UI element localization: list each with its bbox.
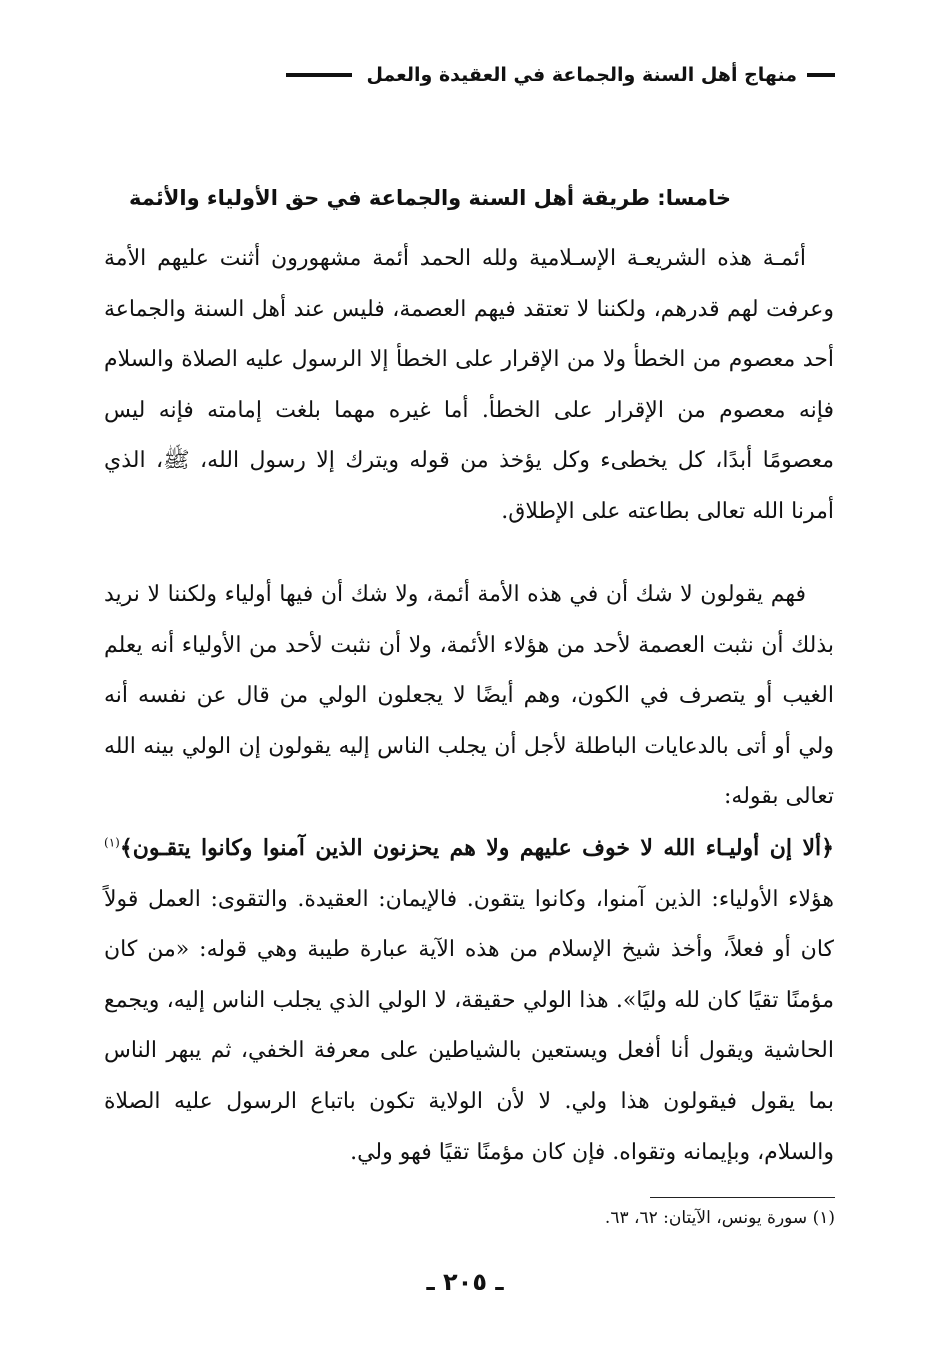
paragraph-2-body xyxy=(104,823,834,1178)
paragraph-2-rest: هؤلاء الأولياء: الذين آمنوا، وكانوا يتقون. فالإيمان: العقيدة. والتقوى: العمل قولاً كان أو فعلاً، وأخذ شيخ الإسلام من هذه الآية عبارة طيبة وهي قوله: «من كان مؤمنًا تقيًا كان لله وليًا». هذا الولي حقيقة، لا الولي الذي يجلب الناس إليه، ويجمع الحاشية ويقول أنا أفعل ويستعين بالشياطين على معرفة الخفي، ثم يبهر الناس بما يقول فيقولون هذا ولي. لا لأن الولاية تكون باتباع الرسول عليه الصلاة والسلام، وبإيمانه وتقواه. فإن كان مؤمنًا تقيًا فهو ولي. xyxy=(104,886,834,1165)
paragraph-2 xyxy=(104,570,834,1178)
paragraph-2-intro: فهم يقولون لا شك أن في هذه الأمة أئمة، ولا شك أن فيها أولياء ولكننا لا نريد بذلك أن نثبت العصمة لأحد من هؤلاء الأئمة، ولا أن نثبت لأحد من الأولياء أنه يعلم الغيب أو يتصرف في الكون، وهم أيضًا لا يجعلون الولي من قال عن نفسه أنه ولي أو أتى بالدعايات الباطلة لأجل أن يجلب الناس إليه يقولون إن الولي بينه الله تعالى بقوله: xyxy=(104,582,834,810)
header-title: منهاج أهل السنة والجماعة في العقيدة والعمل xyxy=(366,64,797,86)
running-header xyxy=(100,58,835,92)
section-heading: خامسا: طريقة أهل السنة والجماعة في حق الأولياء والأئمة xyxy=(129,186,731,210)
header-rule-right xyxy=(807,73,835,77)
paragraph-1 xyxy=(104,234,834,538)
paragraph-1-text: أئمـة هذه الشريعـة الإسـلامية ولله الحمد أئمة مشهورون أثنت عليهم الأمة وعرفت لهم قدرهم، ولكننا لا تعتقد فيهم العصمة، فليس عند أهل السنة والجماعة أحد معصوم من الخطأ ولا من الإقرار على الخطأ إلا الرسول عليه الصلاة والسلام فإنه معصوم من الإقرار على الخطأ. أما غيره مهما بلغت إمامته فإنه ليس معصومًا أبدًا، كل يخطىء وكل يؤخذ من قوله ويترك إلا رسول الله، ﷺ، الذي أمرنا الله تعالى بطاعته على الإطلاق. xyxy=(104,246,834,524)
footnote: (١) سورة يونس، الآيتان: ٦٢، ٦٣. xyxy=(604,1208,835,1228)
quran-verse: ﴿ألا إن أوليـاء الله لا خوف عليهم ولا هم يحزنون الذين آمنوا وكانوا يتقـون﴾ xyxy=(119,834,834,861)
footnote-marker: (١) xyxy=(104,835,120,850)
header-rule-left xyxy=(286,73,352,77)
footnote-divider xyxy=(650,1197,835,1198)
page-number: ـ ٢٠٥ ـ xyxy=(426,1268,504,1296)
